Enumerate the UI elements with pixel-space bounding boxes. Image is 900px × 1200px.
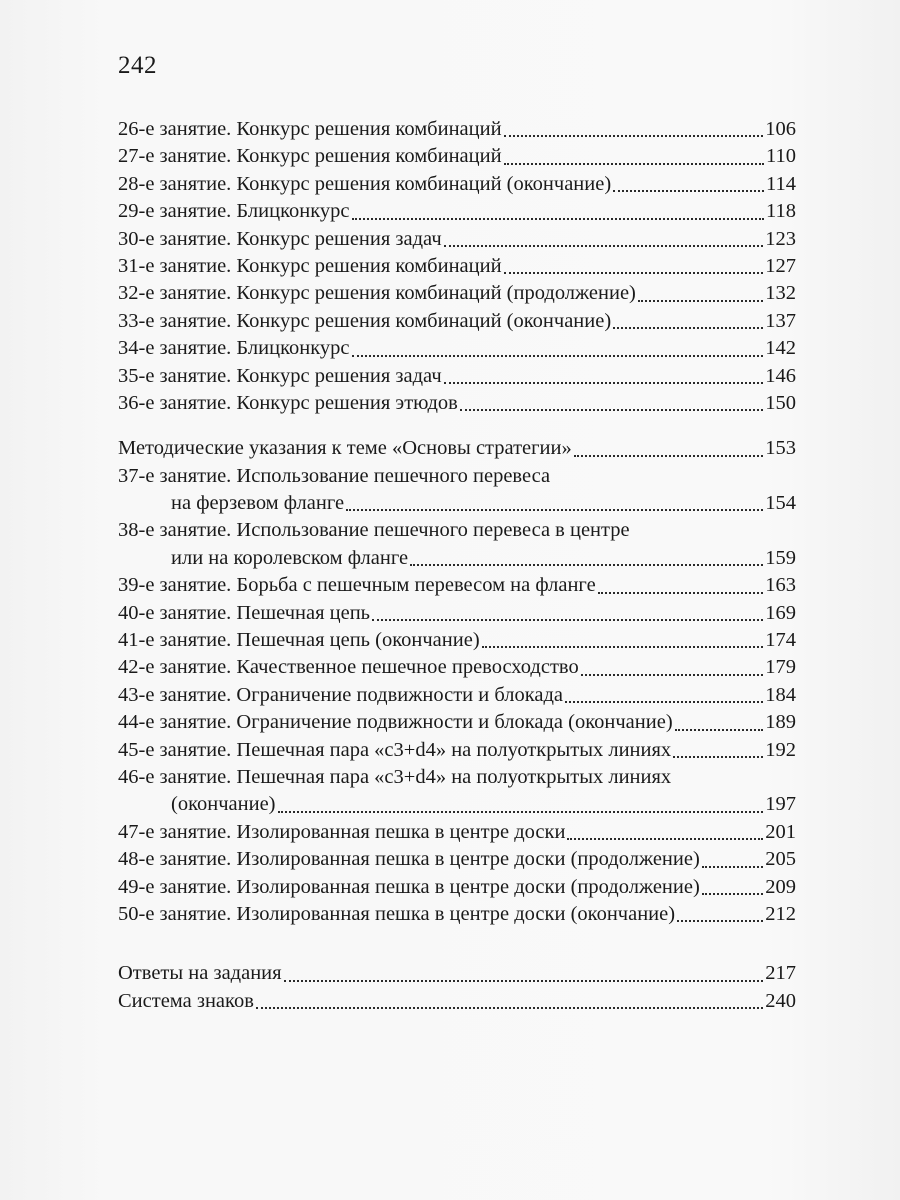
toc-entry-27[interactable]: [118, 143, 796, 170]
toc-entry-label: 39-е занятие. Борьба с пешечным перевесом на фланге: [118, 574, 596, 597]
toc-entry-page: 179: [765, 656, 796, 679]
dot-leader: [278, 810, 764, 813]
dot-leader: [613, 189, 764, 192]
dot-leader: [460, 408, 763, 411]
toc-entry-page: 159: [765, 546, 796, 569]
toc-entry-33[interactable]: [118, 308, 796, 335]
toc-entry-label-continued: (окончание): [171, 793, 276, 816]
toc-entry-page: 153: [765, 437, 796, 460]
toc-entry-page: 110: [766, 145, 796, 168]
toc-entry-page: 154: [765, 492, 796, 515]
toc-entry-41[interactable]: [118, 627, 796, 654]
toc-entry-label: 27-е занятие. Конкурс решения комбинаций: [118, 145, 502, 168]
toc-entry-46[interactable]: [118, 764, 796, 819]
toc-entry-45[interactable]: [118, 737, 796, 764]
toc-entry-page: 197: [765, 793, 796, 816]
toc-entry-page: 192: [765, 738, 796, 761]
dot-leader: [352, 217, 764, 220]
toc-entry-label: 31-е занятие. Конкурс решения комбинаций: [118, 254, 502, 277]
toc-entry-label: 29-е занятие. Блицконкурс: [118, 200, 350, 223]
toc-entry-label: 46-е занятие. Пешечная пара «c3+d4» на полуоткрытых линиях: [118, 765, 672, 788]
dot-leader: [702, 892, 763, 895]
dot-leader: [444, 381, 764, 384]
toc-entry-label: 30-е занятие. Конкурс решения задач: [118, 227, 442, 250]
dot-leader: [372, 618, 763, 621]
toc-entry-page: 205: [765, 848, 796, 871]
toc-entry-label: 28-е занятие. Конкурс решения комбинаций (окончание): [118, 172, 612, 195]
toc-entry-label-continued: на ферзевом фланге: [171, 492, 345, 515]
toc-entry-answers[interactable]: [118, 960, 796, 987]
toc-entry-26[interactable]: [118, 116, 796, 143]
toc-entry-label: 47-е занятие. Изолированная пешка в центре доски: [118, 820, 566, 843]
toc-entry-notation[interactable]: [118, 988, 796, 1015]
toc-entry-page: 142: [765, 337, 796, 360]
page-number: 242: [118, 52, 157, 79]
toc-entry-label: 36-е занятие. Конкурс решения этюдов: [118, 391, 458, 414]
table-of-contents: [118, 116, 796, 1015]
toc-entry-30[interactable]: [118, 226, 796, 253]
dot-leader: [613, 326, 763, 329]
toc-entry-page: 163: [765, 574, 796, 597]
dot-leader: [444, 244, 764, 247]
toc-entry-label: 49-е занятие. Изолированная пешка в центре доски (продолжение): [118, 875, 700, 898]
toc-entry-label: 50-е занятие. Изолированная пешка в центре доски (окончание): [118, 902, 676, 925]
toc-entry-page: 150: [765, 391, 796, 414]
toc-entry-label: 42-е занятие. Качественное пешечное превосходство: [118, 656, 579, 679]
toc-entry-label: 32-е занятие. Конкурс решения комбинаций (продолжение): [118, 282, 636, 305]
toc-entry-page: 118: [766, 200, 796, 223]
toc-entry-strategy-intro[interactable]: [118, 435, 796, 462]
section-gap: [118, 417, 796, 435]
dot-leader: [482, 645, 764, 648]
toc-entry-label: 48-е занятие. Изолированная пешка в центре доски (продолжение): [118, 848, 700, 871]
toc-entry-page: 106: [765, 118, 796, 140]
toc-entry-page: 174: [765, 629, 796, 652]
toc-entry-label: 43-е занятие. Ограничение подвижности и блокада: [118, 683, 564, 706]
toc-entry-page: 127: [765, 254, 796, 277]
dot-leader: [677, 919, 763, 922]
toc-entry-label: 33-е занятие. Конкурс решения комбинаций (окончание): [118, 309, 612, 332]
toc-entry-43[interactable]: [118, 682, 796, 709]
toc-entry-page: 169: [765, 601, 796, 624]
dot-leader: [504, 134, 764, 137]
toc-entry-page: 212: [765, 902, 796, 925]
toc-entry-page: 137: [765, 309, 796, 332]
dot-leader: [574, 454, 764, 457]
dot-leader: [567, 837, 763, 840]
toc-entry-42[interactable]: [118, 654, 796, 681]
dot-leader: [675, 728, 764, 731]
dot-leader: [504, 162, 764, 165]
toc-entry-48[interactable]: [118, 846, 796, 873]
dot-leader: [346, 508, 763, 511]
toc-entry-49[interactable]: [118, 874, 796, 901]
toc-entry-page: 132: [765, 282, 796, 305]
toc-entry-page: 201: [765, 820, 796, 843]
toc-entry-label: 38-е занятие. Использование пешечного перевеса в центре: [118, 519, 630, 542]
toc-entry-label: Ответы на задания: [118, 962, 282, 985]
toc-entry-page: 114: [766, 172, 796, 195]
dot-leader: [284, 979, 764, 982]
toc-entry-39[interactable]: [118, 572, 796, 599]
toc-entry-page: 146: [765, 364, 796, 387]
toc-entry-38[interactable]: [118, 517, 796, 572]
dot-leader: [565, 700, 763, 703]
toc-entry-44[interactable]: [118, 709, 796, 736]
dot-leader: [504, 271, 764, 274]
toc-entry-label-continued: или на королевском фланге: [171, 546, 409, 569]
toc-entry-label: 40-е занятие. Пешечная цепь: [118, 601, 371, 624]
toc-entry-page: 240: [765, 989, 796, 1012]
toc-entry-29[interactable]: [118, 198, 796, 225]
toc-entry-32[interactable]: [118, 280, 796, 307]
toc-entry-50[interactable]: [118, 901, 796, 928]
dot-leader: [581, 673, 764, 676]
dot-leader: [598, 591, 764, 594]
toc-entry-label: 44-е занятие. Ограничение подвижности и блокада (окончание): [118, 711, 673, 734]
toc-entry-label: 45-е занятие. Пешечная пара «c3+d4» на полуоткрытых линиях: [118, 738, 672, 761]
toc-entry-47[interactable]: [118, 819, 796, 846]
toc-entry-37[interactable]: [118, 463, 796, 518]
toc-entry-label: Система знаков: [118, 989, 254, 1012]
dot-leader: [673, 755, 763, 758]
toc-entry-label: 34-е занятие. Блицконкурс: [118, 337, 350, 360]
toc-entry-label: 41-е занятие. Пешечная цепь (окончание): [118, 629, 480, 652]
dot-leader: [702, 865, 763, 868]
toc-entry-label: 37-е занятие. Использование пешечного перевеса: [118, 464, 551, 487]
toc-entry-page: 123: [765, 227, 796, 250]
toc-entry-label: 35-е занятие. Конкурс решения задач: [118, 364, 442, 387]
toc-entry-page: 189: [765, 711, 796, 734]
dot-leader: [410, 563, 763, 566]
dot-leader: [256, 1006, 763, 1009]
toc-entry-page: 184: [765, 683, 796, 706]
toc-entry-40[interactable]: [118, 600, 796, 627]
toc-entry-label: 26-е занятие. Конкурс решения комбинаций: [118, 118, 502, 140]
toc-entry-page: 217: [765, 962, 796, 985]
toc-entry-34[interactable]: [118, 335, 796, 362]
dot-leader: [638, 299, 763, 302]
toc-entry-31[interactable]: [118, 253, 796, 280]
toc-entry-35[interactable]: [118, 363, 796, 390]
toc-entry-28[interactable]: [118, 171, 796, 198]
section-gap: [118, 928, 796, 960]
dot-leader: [352, 354, 764, 357]
toc-entry-label: Методические указания к теме «Основы стратегии»: [118, 437, 572, 460]
toc-entry-36[interactable]: [118, 390, 796, 417]
toc-entry-page: 209: [765, 875, 796, 898]
